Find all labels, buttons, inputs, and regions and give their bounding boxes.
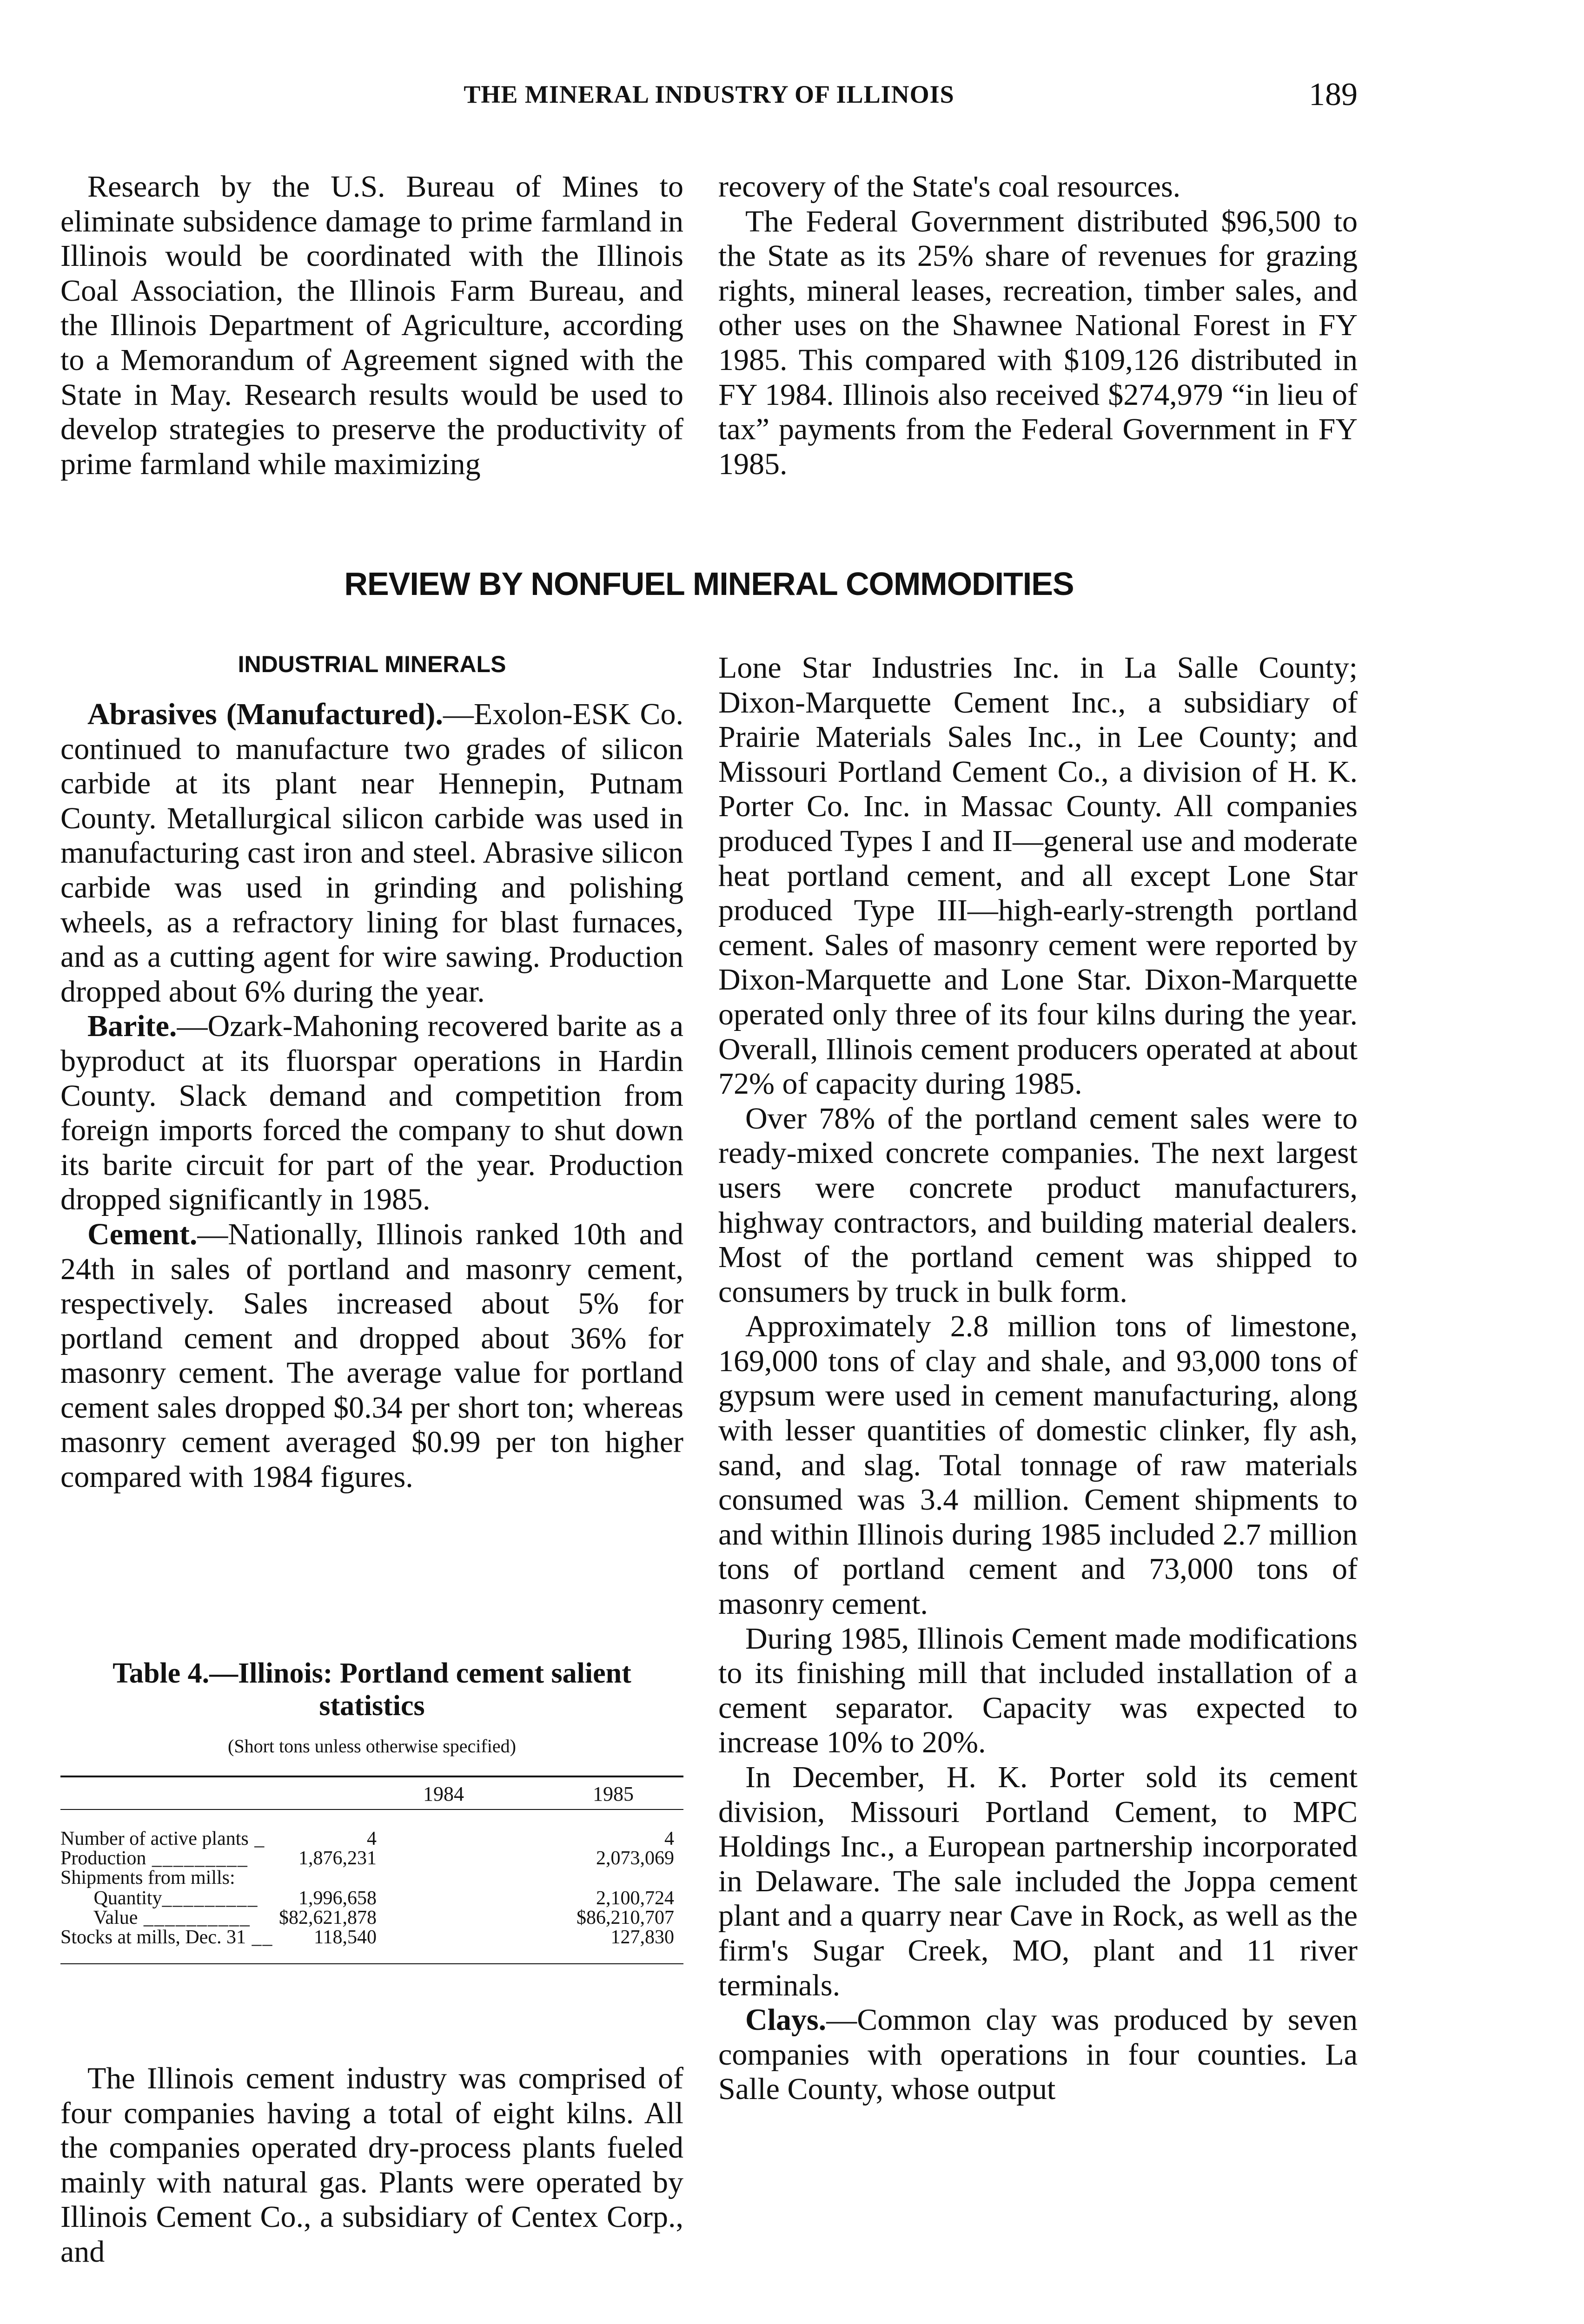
table-header-row xyxy=(60,1777,683,1809)
table-row xyxy=(60,1867,683,1888)
running-header xyxy=(60,77,1358,122)
intro-continuation: recovery of the State's coal resources. xyxy=(718,170,1181,204)
table-title: Table 4.—Illinois: Portland cement salient statistics xyxy=(113,1657,631,1722)
table-bottom-rule xyxy=(60,1963,683,1964)
row-label: Production _________ xyxy=(60,1848,248,1869)
commodity-heading: Barite. xyxy=(87,1009,177,1043)
intro-right-column xyxy=(718,170,1358,482)
paragraph-cement-sales: Over 78% of the portland cement sales were to ready-mixed concrete companies. The next largest users were concrete product manufacturers, highway contractors, and building material dealers. Most of the portland cement was shipped to consumers by truck in bulk form. xyxy=(718,1101,1358,1309)
table-row xyxy=(60,1828,683,1849)
paragraph-cement xyxy=(60,1217,683,1495)
table-row xyxy=(60,1887,683,1908)
paragraph-text: —Ozark-Mahoning recovered barite as a byproduct at its fluorspar operations in Hardin County. Slack demand and competition from foreign imports forced the company to shut down its barite circuit for part of the year. Production dropped significantly in 1985. xyxy=(60,1009,683,1217)
paragraph-clays xyxy=(718,2003,1358,2107)
table-note: (Short tons unless otherwise specified) xyxy=(228,1736,516,1756)
left-bottom-column xyxy=(60,2061,683,2270)
commodity-heading: Abrasives (Manufactured). xyxy=(87,697,444,731)
column-header: 1984 xyxy=(423,1783,464,1805)
row-label: Value __________ xyxy=(79,1907,251,1928)
subsection-title: INDUSTRIAL MINERALS xyxy=(238,651,506,677)
paragraph-barite xyxy=(60,1009,683,1217)
intro-paragraph: The Federal Government distributed $96,500 to the State as its 25% share of revenues for grazing rights, mineral leases, recreation, timber sales, and other uses on the Shawnee National Forest in FY 1985. This compared with $109,126 distributed in FY 1984. Illinois also received $274,979 “in lieu of tax” payments from the Federal Government in FY 1985. xyxy=(718,204,1358,481)
paragraph-raw-materials: Approximately 2.8 million tons of limestone, 169,000 tons of clay and shale, and 93,000 tons of gypsum were used in cement manufacturing, along with lesser quantities of domestic clinker, fly ash, sand, and slag. Total tonnage of raw materials consumed was 3.4 million. Cement shipments to and within Illinois during 1985 included 2.7 million tons of portland cement and 73,000 tons of masonry cement. xyxy=(718,1309,1358,1621)
paragraph-finishing-mill: During 1985, Illinois Cement made modifications to its finishing mill that included installation of a cement separator. Capacity was expected to increase 10% to 20%. xyxy=(718,1621,1358,1760)
value-1984: 1,876,231 xyxy=(298,1848,377,1869)
running-head-title: THE MINERAL INDUSTRY OF ILLINOIS xyxy=(464,80,954,108)
paragraph-text: —Nationally, Illinois ranked 10th and 24th in sales of portland and masonry cement, respectively. Sales increased about 5% for portland cement and dropped about 36% for masonry cement. The average value for portland cement sales dropped $0.34 per short ton; whereas masonry cement averaged $0.99 per ton higher compared with 1984 figures. xyxy=(60,1217,683,1494)
right-column xyxy=(718,651,1358,2107)
table-row xyxy=(60,1926,683,1948)
commodity-heading: Cement. xyxy=(87,1217,198,1251)
page-number: 189 xyxy=(1309,77,1358,112)
value-1985: 127,830 xyxy=(610,1927,674,1948)
value-1985: 2,100,724 xyxy=(596,1888,674,1909)
commodity-heading: Clays. xyxy=(745,2003,827,2037)
left-column xyxy=(60,697,683,1495)
row-label: Number of active plants _ xyxy=(60,1828,265,1849)
value-1984: $82,621,878 xyxy=(279,1907,377,1928)
paragraph-cement-producers: Lone Star Industries Inc. in La Salle County; Dixon-Marquette Cement Inc., a subsidiary of Prairie Materials Sales Inc., in Lee County; and Missouri Portland Cement Co., a division of H. K. Porter Co. Inc. in Massac County. All companies produced Types I and II—general use and moderate heat portland cement, and all except Lone Star produced Type III—high-early-strength portland cement. Sales of masonry cement were reported by Dixon-Marquette and Lone Star. Dixon-Marquette operated only three of its four kilns during the year. Overall, Illinois cement producers operated at about 72% of capacity during 1985. xyxy=(718,651,1358,1101)
paragraph-porter-sale: In December, H. K. Porter sold its cement division, Missouri Portland Cement, to MPC Holdings Inc., a European partnership incorporated in Delaware. The sale included the Joppa cement plant and a quarry near Cave in Rock, as well as the firm's Sugar Creek, MO, plant and 11 river terminals. xyxy=(718,1760,1358,2002)
table-row xyxy=(60,1907,683,1928)
value-1985: 4 xyxy=(664,1828,674,1849)
paragraph-text: —Exolon-ESK Co. continued to manufacture two grades of silicon carbide at its plant near Hennepin, Putnam County. Metallurgical silicon carbide was used in manufacturing cast iron and steel. Abrasive silicon carbide was used in grinding and polishing wheels, as a refractory lining for blast furnaces, and as a cutting agent for wire sawing. Production dropped about 6% during the year. xyxy=(60,697,684,1009)
intro-paragraph: Research by the U.S. Bureau of Mines to eliminate subsidence damage to prime farmland in Illinois would be coordinated with the Illinois Coal Association, the Illinois Farm Bureau, and the Illinois Department of Agriculture, according to a Memorandum of Agreement signed with the State in May. Research results would be used to develop strategies to preserve the productivity of prime farmland while maximizing xyxy=(60,170,683,481)
value-1984: 1,996,658 xyxy=(298,1888,377,1909)
paragraph-abrasives xyxy=(60,697,683,1009)
row-label: Stocks at mills, Dec. 31 __ xyxy=(60,1927,273,1948)
table-row xyxy=(60,1847,683,1868)
paragraph-cement-industry: The Illinois cement industry was comprised of four companies having a total of eight kilns. All the companies operated dry-process plants fueled mainly with natural gas. Plants were operated by Illinois Cement Co., a subsidiary of Centex Corp., and xyxy=(60,2061,683,2269)
row-label: Quantity_________ xyxy=(79,1888,258,1909)
column-header: 1985 xyxy=(593,1783,634,1805)
paragraph-text: —Common clay was produced by seven companies with operations in four counties. La Salle County, whose output xyxy=(718,2003,1358,2106)
row-label: Shipments from mills: xyxy=(60,1867,235,1888)
value-1984: 4 xyxy=(367,1828,377,1849)
value-1985: $86,210,707 xyxy=(577,1907,674,1928)
intro-left-column xyxy=(60,170,683,482)
value-1984: 118,540 xyxy=(314,1927,377,1948)
value-1985: 2,073,069 xyxy=(596,1848,674,1869)
section-title: REVIEW BY NONFUEL MINERAL COMMODITIES xyxy=(344,566,1074,602)
table-portland-cement xyxy=(60,1657,683,1964)
table-body xyxy=(60,1810,683,1963)
